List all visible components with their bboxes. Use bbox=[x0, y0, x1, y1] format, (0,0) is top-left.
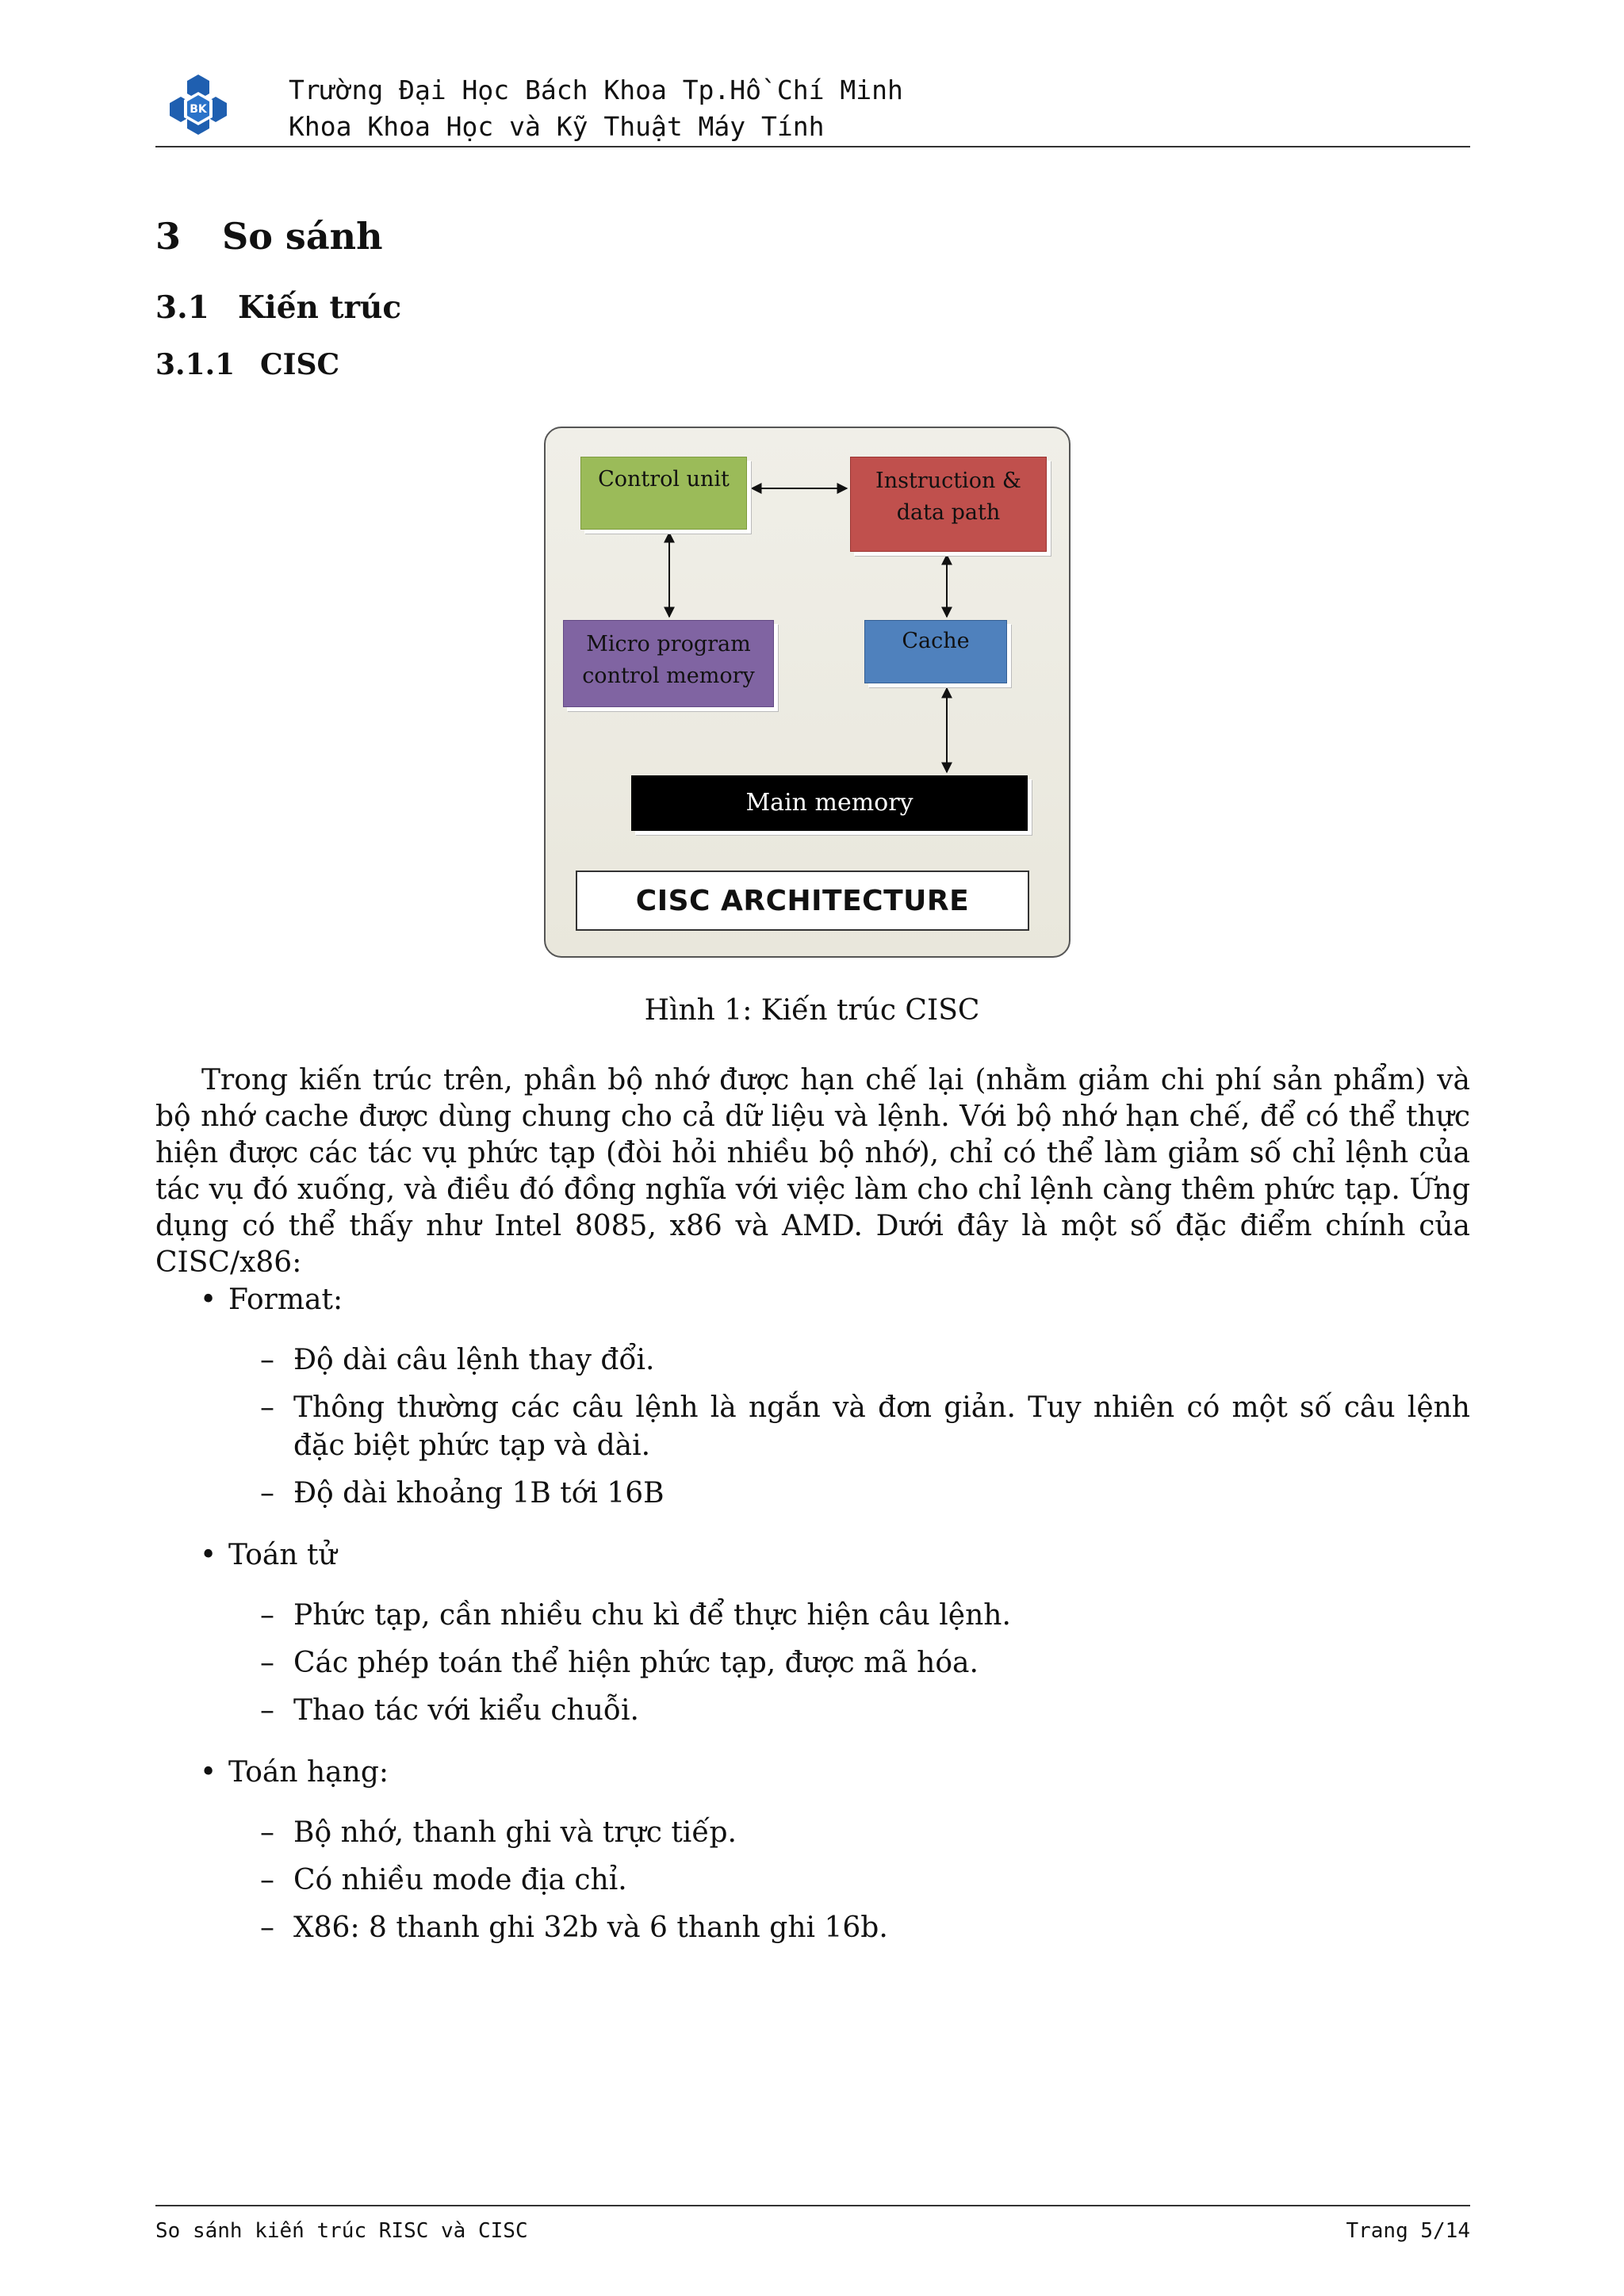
svg-text:BK: BK bbox=[190, 103, 207, 116]
control-unit-label: Control unit bbox=[598, 467, 730, 492]
university-name: Trường Đại Học Bách Khoa Tp.Hồ Chí Minh bbox=[289, 75, 903, 105]
dash-icon: – bbox=[260, 1864, 274, 1896]
bullet-icon: • bbox=[200, 1756, 217, 1789]
dash-icon: – bbox=[260, 1477, 274, 1510]
list-label: Toán tử bbox=[228, 1539, 337, 1571]
cisc-architecture-diagram bbox=[544, 427, 1071, 958]
paragraph-text: Trong kiến trúc trên, phần bộ nhớ được hạn chế lại (nhằm giảm chi phí sản phẩm) và bộ nhớ cache được dùng chung cho cả dữ liệu và lệnh. Với bộ nhớ hạn chế, để có thể thực hiện được các tác vụ phức tạp (đòi hỏi nhiều bộ nhớ), chỉ có thể làm giảm số chỉ lệnh của tác vụ đó xuống, và điều đó đồng nghĩa với việc làm cho chỉ lệnh càng thêm phức tạp. Ứng dụng có thể thấy như Intel 8085, x86 và AMD. Dưới đây là một số đặc điểm chính của CISC/x86: bbox=[155, 1064, 1470, 1279]
instruction-label-line1: Instruction & bbox=[875, 469, 1021, 493]
instruction-data-path-block bbox=[850, 457, 1047, 552]
sub-list-text: Độ dài câu lệnh thay đổi. bbox=[293, 1344, 655, 1376]
dash-icon: – bbox=[260, 1911, 274, 1944]
university-logo-icon bbox=[167, 73, 230, 140]
body-paragraph bbox=[155, 1062, 1470, 1281]
sub-list-text: Thao tác với kiểu chuỗi. bbox=[293, 1694, 639, 1727]
sub-list-text: Phức tạp, cần nhiều chu kì để thực hiện câu lệnh. bbox=[293, 1599, 1011, 1632]
diagram-title-box: CISC ARCHITECTURE bbox=[576, 871, 1029, 931]
bullet-icon: • bbox=[200, 1284, 217, 1316]
subsubsection-heading bbox=[155, 346, 339, 384]
micro-label-line2: control memory bbox=[582, 664, 755, 688]
footer-title: So sánh kiến trúc RISC và CISC bbox=[155, 2219, 528, 2243]
subsection-number: 3.1 bbox=[155, 289, 209, 326]
control-unit-block bbox=[580, 457, 747, 530]
sub-list-text: Thông thường các câu lệnh là ngắn và đơn giản. Tuy nhiên có một số câu lệnh đặc biệt phức tạp và dài. bbox=[293, 1391, 1470, 1462]
dash-icon: – bbox=[260, 1599, 274, 1632]
subsection-title: Kiến trúc bbox=[238, 289, 402, 326]
section-title: So sánh bbox=[222, 215, 383, 258]
subsection-heading bbox=[155, 287, 401, 328]
micro-program-memory-block bbox=[563, 620, 774, 707]
cache-label: Cache bbox=[902, 629, 970, 653]
main-memory-label: Main memory bbox=[745, 789, 914, 817]
section-heading bbox=[155, 212, 383, 260]
footer-divider bbox=[155, 2205, 1470, 2206]
sub-list-text: Độ dài khoảng 1B tới 16B bbox=[293, 1477, 665, 1510]
micro-label-line1: Micro program bbox=[586, 632, 751, 656]
cache-block bbox=[864, 620, 1007, 683]
dash-icon: – bbox=[260, 1344, 274, 1376]
instruction-label-line2: data path bbox=[896, 500, 1001, 525]
dash-icon: – bbox=[260, 1391, 274, 1424]
subsubsection-number: 3.1.1 bbox=[155, 348, 236, 381]
header-divider bbox=[155, 146, 1470, 147]
section-number: 3 bbox=[155, 215, 182, 258]
list-label: Format: bbox=[228, 1284, 343, 1316]
sub-list-text: Các phép toán thể hiện phức tạp, được mã hóa. bbox=[293, 1647, 979, 1679]
dash-icon: – bbox=[260, 1694, 274, 1727]
faculty-name: Khoa Khoa Học và Kỹ Thuật Máy Tính bbox=[289, 111, 825, 142]
list-label: Toán hạng: bbox=[228, 1756, 389, 1789]
figure-caption: Hình 1: Kiến trúc CISC bbox=[644, 994, 980, 1027]
page-number: Trang 5/14 bbox=[1346, 2219, 1470, 2243]
dash-icon: – bbox=[260, 1816, 274, 1849]
page-header bbox=[155, 73, 1472, 149]
sub-list-text: X86: 8 thanh ghi 32b và 6 thanh ghi 16b. bbox=[293, 1911, 888, 1944]
sub-list-text: Bộ nhớ, thanh ghi và trực tiếp. bbox=[293, 1816, 737, 1849]
sub-list-text: Có nhiều mode địa chỉ. bbox=[293, 1864, 627, 1896]
bullet-icon: • bbox=[200, 1539, 217, 1571]
dash-icon: – bbox=[260, 1647, 274, 1679]
main-memory-block bbox=[631, 775, 1028, 831]
subsubsection-title: CISC bbox=[260, 348, 340, 381]
